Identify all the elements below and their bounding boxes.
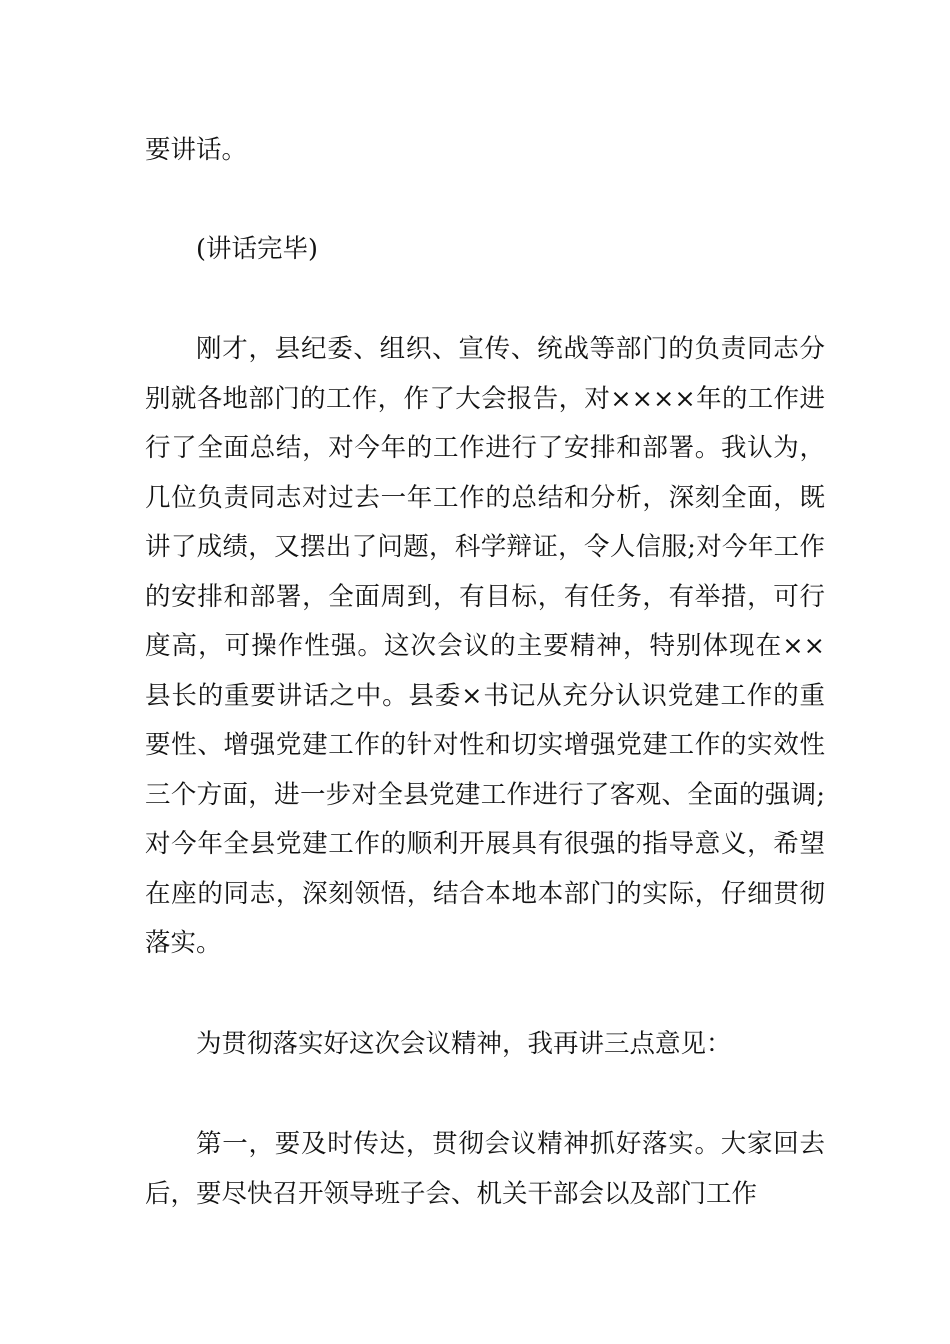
paragraph-speech-end-fragment: 要讲话。 (145, 135, 248, 165)
paragraph-meeting-summary: 刚才，县纪委、组织、宣传、统战等部门的负责同志分别就各地部门的工作，作了大会报告，对××××年的工作进行了全面总结，对今年的工作进行了安排和部署。我认为，几位负责同志对过去一年工作的总结和分析，深刻全面，既讲了成绩，又摆出了问题，科学辩证，令人信服;对今年工作的安排和部署，全面周到，有目标，有任务，有举措，可行度高，可操作性强。这次会议的主要精神，特别体现在××县长的重要讲话之中。县委×书记从充分认识党建工作的重要性、增强党建工作的针对性和切实增强党建工作的实效性三个方面，进一步对全县党建工作进行了客观、全面的强调;对今年全县党建工作的顺利开展具有很强的指导意义，希望在座的同志，深刻领悟，结合本地本部门的实际，仔细贯彻落实。 (145, 334, 825, 958)
paragraph-three-points-intro: 为贯彻落实好这次会议精神，我再讲三点意见： (196, 1029, 732, 1059)
paragraph-point-one: 第一，要及时传达，贯彻会议精神抓好落实。大家回去后，要尽快召开领导班子会、机关干部会以及部门工作 (145, 1129, 825, 1209)
paragraph-speech-finished-note: (讲话完毕) (196, 234, 318, 264)
